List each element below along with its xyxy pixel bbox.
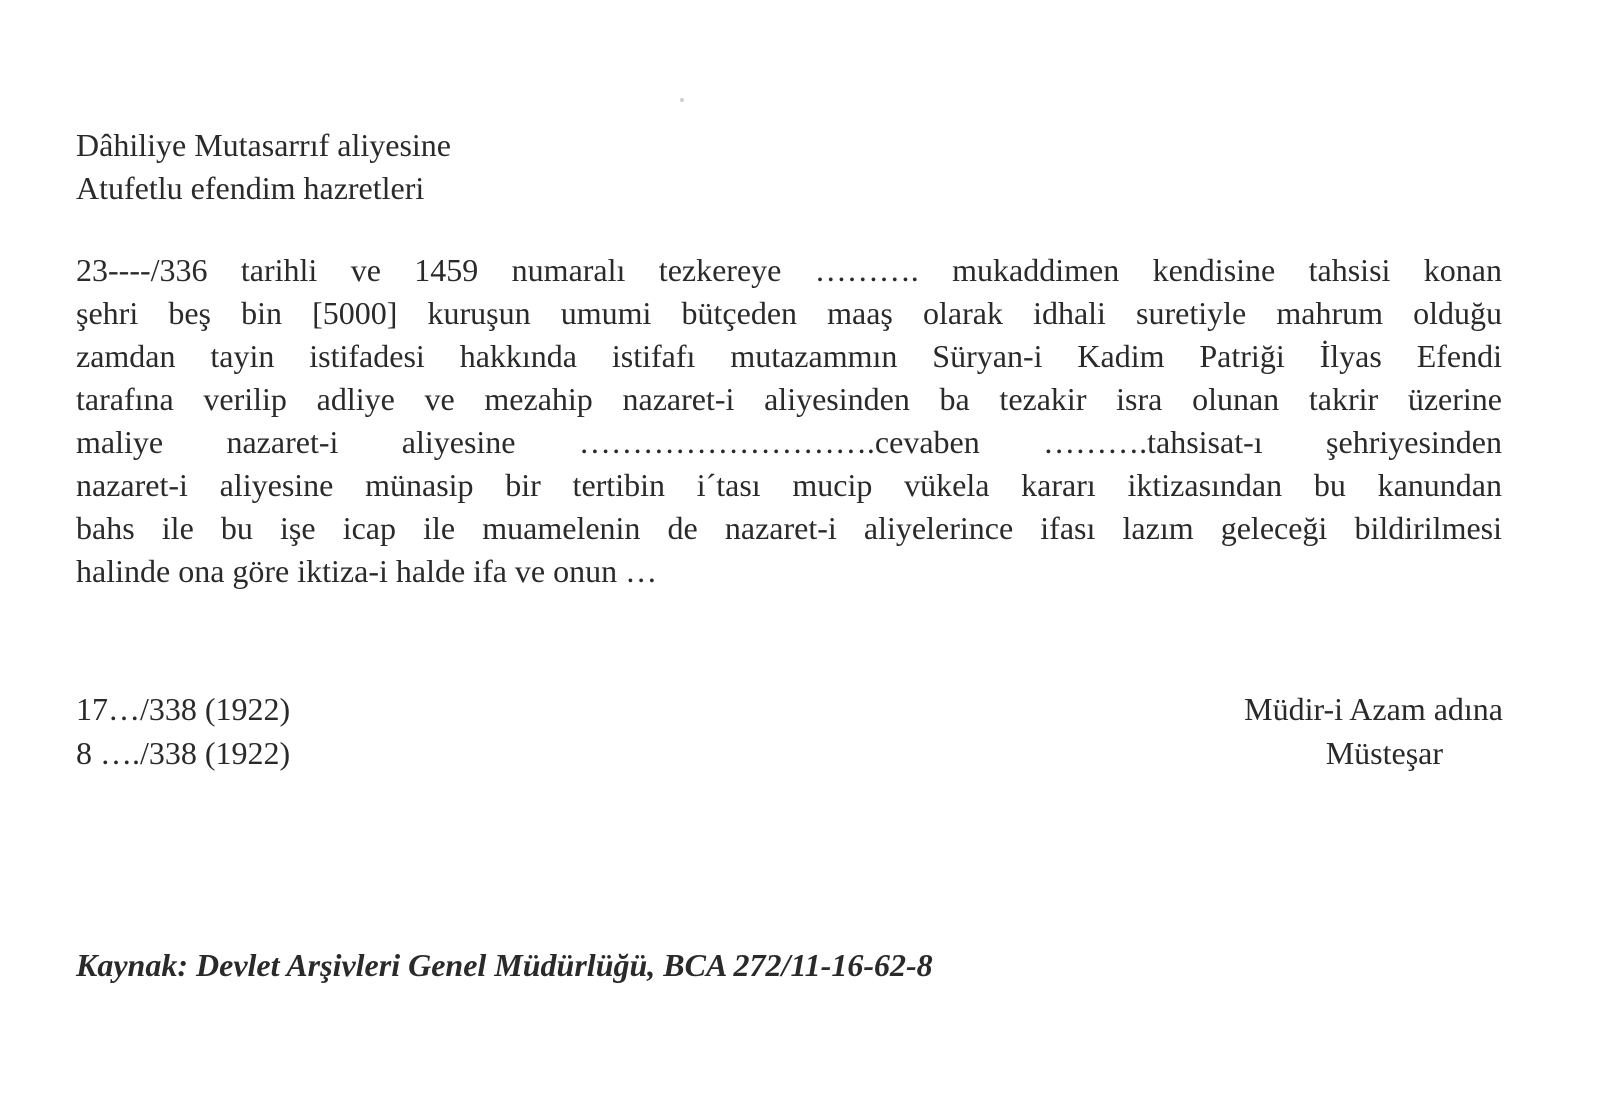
addressee-line-2: Atufetlu efendim hazretleri xyxy=(76,170,425,206)
body-line: şehri beş bin [5000] kuruşun umumi bütçeden maaş olarak idhali suretiyle mahrum olduğu xyxy=(76,295,1502,331)
body-line: halinde ona göre iktiza-i halde ifa ve onun … xyxy=(76,553,658,589)
date-line-1: 17…/338 (1922) xyxy=(76,691,291,727)
signature-block xyxy=(1244,687,1503,775)
signature-role: Müsteşar xyxy=(1325,735,1443,771)
date-line-2: 8 …./338 (1922) xyxy=(76,735,291,771)
body-line: bahs ile bu işe icap ile muamelenin de nazaret-i aliyelerince ifası lazım geleceği bildirilmesi xyxy=(76,510,1502,546)
body-line: 23----/336 tarihli ve 1459 numaralı tezkereye ………. mukaddimen kendisine tahsisi konan xyxy=(76,252,1502,288)
body-line: tarafına verilip adliye ve mezahip nazaret-i aliyesinden ba tezakir isra olunan takrir üzerine xyxy=(76,381,1502,417)
addressee-line-1: Dâhiliye Mutasarrıf aliyesine xyxy=(76,127,451,163)
dates-block xyxy=(76,687,290,775)
letter-body xyxy=(76,249,1502,593)
body-line: maliye nazaret-i aliyesine ……………………….cevaben ……….tahsisat-ı şehriyesinden xyxy=(76,424,1502,460)
signature-title: Müdir-i Azam adına xyxy=(1244,691,1503,727)
scan-speck xyxy=(680,98,684,102)
addressee-block xyxy=(76,124,451,210)
body-line: zamdan tayin istifadesi hakkında istifafı mutazammın Süryan-i Kadim Patriği İlyas Efendi xyxy=(76,338,1502,374)
body-line: nazaret-i aliyesine münasip bir tertibin i´tası mucip vükela kararı iktizasından bu kanundan xyxy=(76,467,1502,503)
source-citation: Kaynak: Devlet Arşivleri Genel Müdürlüğü, BCA 272/11-16-62-8 xyxy=(76,947,933,983)
